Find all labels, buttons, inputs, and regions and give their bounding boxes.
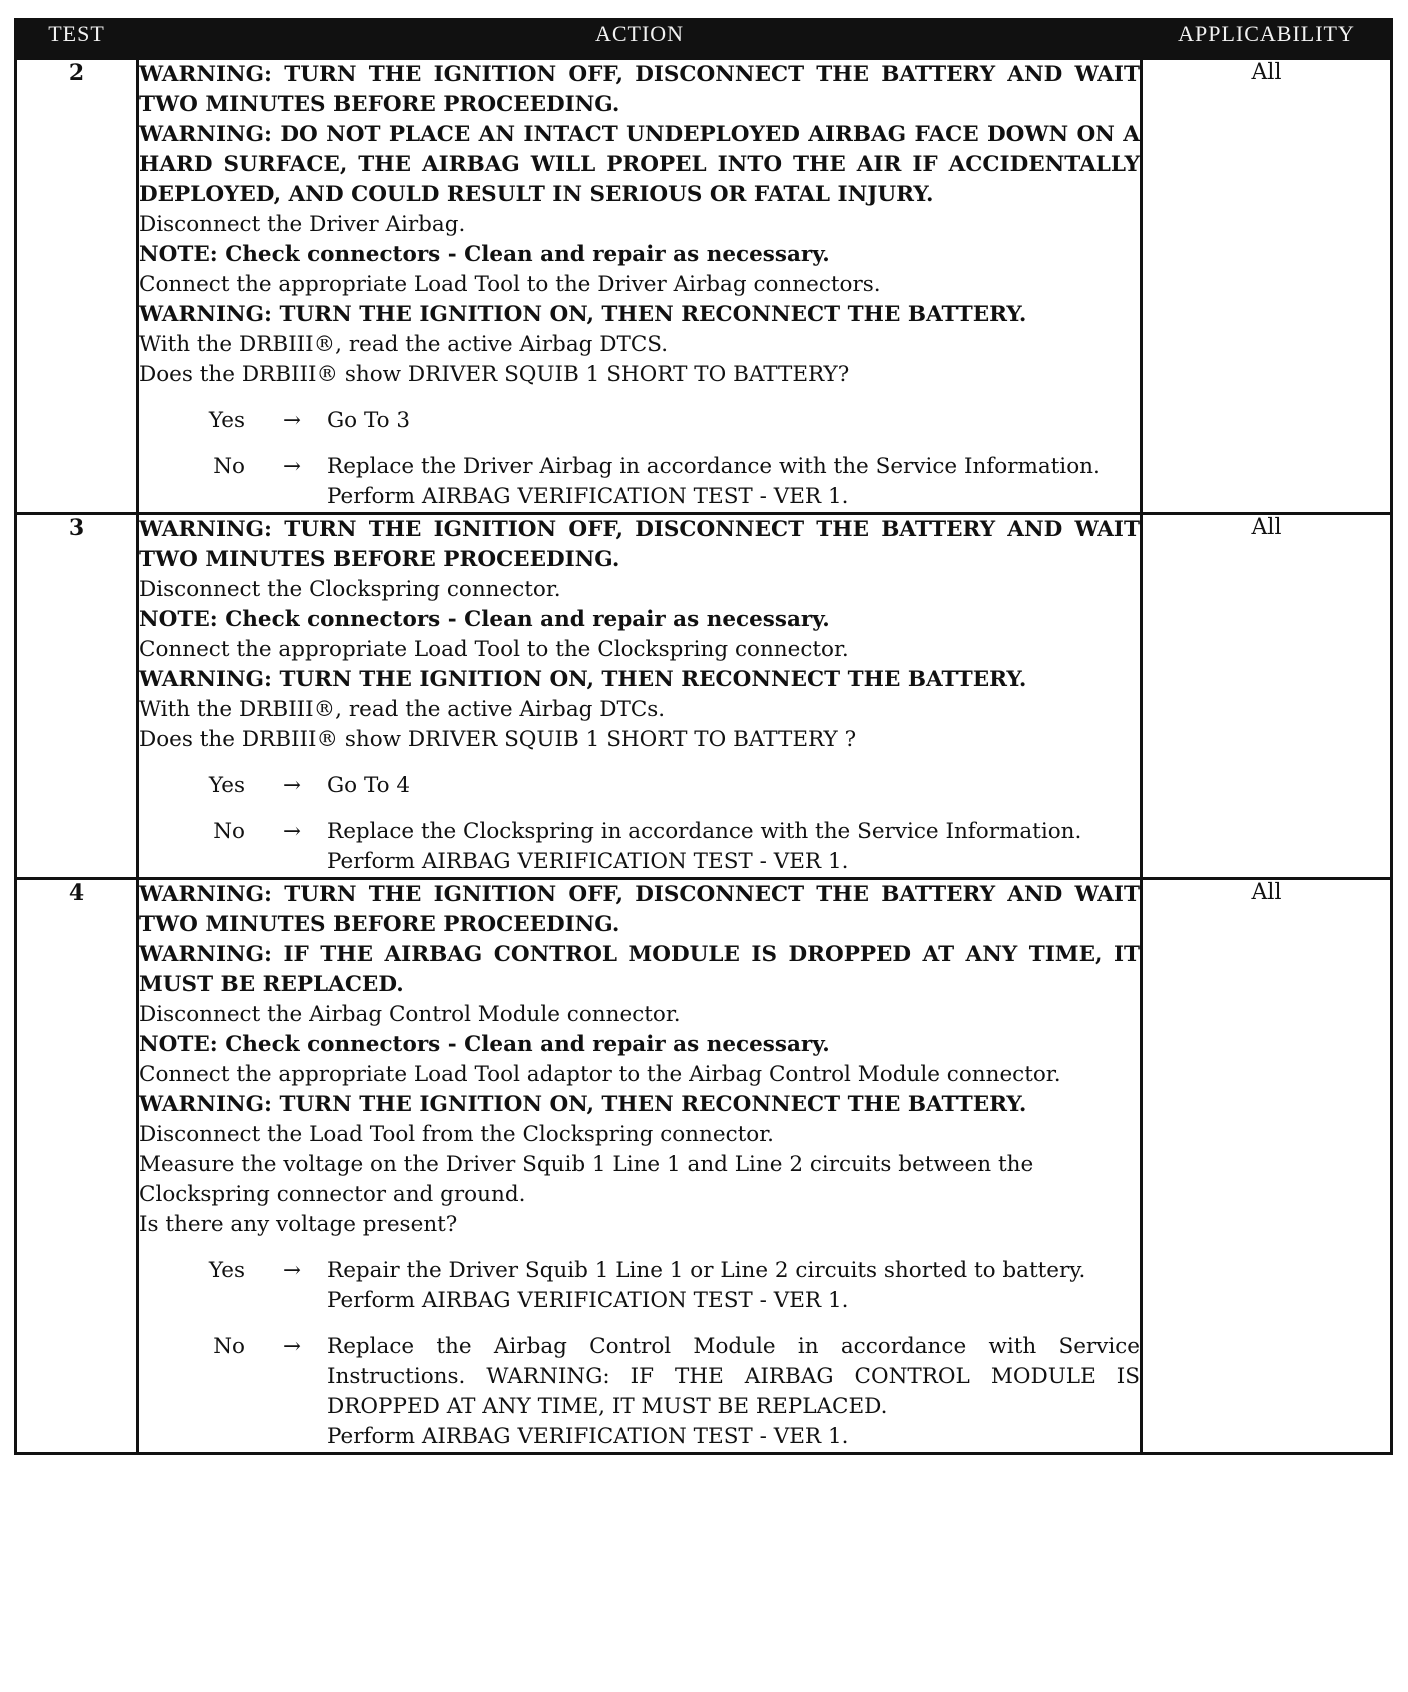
warning-text: WARNING: TURN THE IGNITION OFF, DISCONNECT THE BATTERY AND WAIT TWO MINUTES BEFORE PROCEEDING. xyxy=(139,62,1140,117)
answer-line: Perform AIRBAG VERIFICATION TEST - VER 1. xyxy=(327,1288,849,1313)
arrow-icon: → xyxy=(282,454,301,479)
answer-label: No xyxy=(213,454,245,479)
answer-label: No xyxy=(213,819,245,844)
answer-yes xyxy=(139,1256,1140,1316)
arrow-icon: → xyxy=(282,773,301,798)
answer-yes xyxy=(139,406,1140,436)
instruction-text: Disconnect the Load Tool from the Clockspring connector. xyxy=(139,1122,774,1147)
answer-line: Replace the Driver Airbag in accordance with the Service Information. xyxy=(327,454,1100,479)
action-cell xyxy=(138,514,1142,879)
answer-line: Perform AIRBAG VERIFICATION TEST - VER 1. xyxy=(327,1424,849,1449)
warning-text: WARNING: TURN THE IGNITION OFF, DISCONNECT THE BATTERY AND WAIT TWO MINUTES BEFORE PROCEEDING. xyxy=(139,517,1140,572)
applicability-value: All xyxy=(1142,59,1392,514)
table-body xyxy=(16,59,1392,1454)
instruction-text: With the DRBIII®, read the active Airbag DTCS. xyxy=(139,332,669,357)
test-number: 4 xyxy=(16,879,138,1454)
answer-label: Yes xyxy=(208,1258,245,1283)
answer-line: Replace the Clockspring in accordance with the Service Information. xyxy=(327,819,1082,844)
applicability-value: All xyxy=(1142,879,1392,1454)
header-test: TEST xyxy=(16,20,138,59)
warning-text: WARNING: DO NOT PLACE AN INTACT UNDEPLOYED AIRBAG FACE DOWN ON A HARD SURFACE, THE AIRBAG WILL PROPEL INTO THE AIR IF ACCIDENTALLY DEPLOYED, AND COULD RESULT IN SERIOUS OR FATAL INJURY. xyxy=(139,122,1140,207)
answer-label: Yes xyxy=(208,773,245,798)
answer-label: Yes xyxy=(208,408,245,433)
warning-text: WARNING: TURN THE IGNITION ON, THEN RECONNECT THE BATTERY. xyxy=(139,667,1027,692)
arrow-icon: → xyxy=(282,408,301,433)
instruction-text: Connect the appropriate Load Tool adaptor to the Airbag Control Module connector. xyxy=(139,1062,1061,1087)
answer-label: No xyxy=(213,1334,245,1359)
instruction-text: Disconnect the Driver Airbag. xyxy=(139,212,466,237)
answer-line: Repair the Driver Squib 1 Line 1 or Line 2 circuits shorted to battery. xyxy=(327,1258,1086,1283)
header-action: ACTION xyxy=(138,20,1142,59)
answer-no xyxy=(139,817,1140,877)
answer-no xyxy=(139,452,1140,512)
instruction-text: Connect the appropriate Load Tool to the Clockspring connector. xyxy=(139,637,849,662)
table-row xyxy=(16,59,1392,514)
arrow-icon: → xyxy=(282,819,301,844)
answer-no xyxy=(139,1332,1140,1452)
instruction-text: Connect the appropriate Load Tool to the Driver Airbag connectors. xyxy=(139,272,881,297)
note-text: NOTE: Check connectors - Clean and repair as necessary. xyxy=(139,242,830,267)
arrow-icon: → xyxy=(282,1334,301,1359)
diagnostic-test-table xyxy=(14,18,1393,1455)
action-cell xyxy=(138,59,1142,514)
answer-line: Perform AIRBAG VERIFICATION TEST - VER 1. xyxy=(327,484,849,509)
answer-yes xyxy=(139,771,1140,801)
answer-text xyxy=(327,406,1140,436)
instruction-text: Is there any voltage present? xyxy=(139,1212,458,1237)
table-row xyxy=(16,879,1392,1454)
test-number: 3 xyxy=(16,514,138,879)
warning-text: WARNING: TURN THE IGNITION OFF, DISCONNECT THE BATTERY AND WAIT TWO MINUTES BEFORE PROCEEDING. xyxy=(139,882,1140,937)
note-text: NOTE: Check connectors - Clean and repair as necessary. xyxy=(139,1032,830,1057)
instruction-text: With the DRBIII®, read the active Airbag DTCs. xyxy=(139,697,666,722)
table-row xyxy=(16,514,1392,879)
instruction-text: Does the DRBIII® show DRIVER SQUIB 1 SHORT TO BATTERY? xyxy=(139,362,850,387)
warning-text: WARNING: TURN THE IGNITION ON, THEN RECONNECT THE BATTERY. xyxy=(139,1092,1027,1117)
answer-line: Go To 3 xyxy=(327,408,411,433)
instruction-text: Disconnect the Airbag Control Module connector. xyxy=(139,1002,681,1027)
answer-line: Replace the Airbag Control Module in accordance with Service Instructions. WARNING: IF THE AIRBAG CONTROL MODULE IS DROPPED AT ANY TIME, IT MUST BE REPLACED. xyxy=(327,1334,1140,1419)
answer-line: Go To 4 xyxy=(327,773,411,798)
instruction-text: Measure the voltage on the Driver Squib 1 Line 1 and Line 2 circuits between the Clockspring connector and ground. xyxy=(139,1152,1034,1207)
instruction-text: Disconnect the Clockspring connector. xyxy=(139,577,561,602)
answer-text xyxy=(327,771,1140,801)
header-applicability: APPLICABILITY xyxy=(1142,20,1392,59)
arrow-icon: → xyxy=(282,1258,301,1283)
note-text: NOTE: Check connectors - Clean and repair as necessary. xyxy=(139,607,830,632)
answer-text xyxy=(327,1256,1140,1316)
test-number: 2 xyxy=(16,59,138,514)
table-header xyxy=(16,20,1392,59)
answer-text xyxy=(327,452,1140,512)
applicability-value: All xyxy=(1142,514,1392,879)
warning-text: WARNING: TURN THE IGNITION ON, THEN RECONNECT THE BATTERY. xyxy=(139,302,1027,327)
action-cell xyxy=(138,879,1142,1454)
instruction-text: Does the DRBIII® show DRIVER SQUIB 1 SHORT TO BATTERY ? xyxy=(139,727,857,752)
warning-text: WARNING: IF THE AIRBAG CONTROL MODULE IS DROPPED AT ANY TIME, IT MUST BE REPLACED. xyxy=(139,942,1140,997)
answer-text xyxy=(327,817,1140,877)
answer-line: Perform AIRBAG VERIFICATION TEST - VER 1. xyxy=(327,849,849,874)
answer-text xyxy=(327,1332,1140,1452)
